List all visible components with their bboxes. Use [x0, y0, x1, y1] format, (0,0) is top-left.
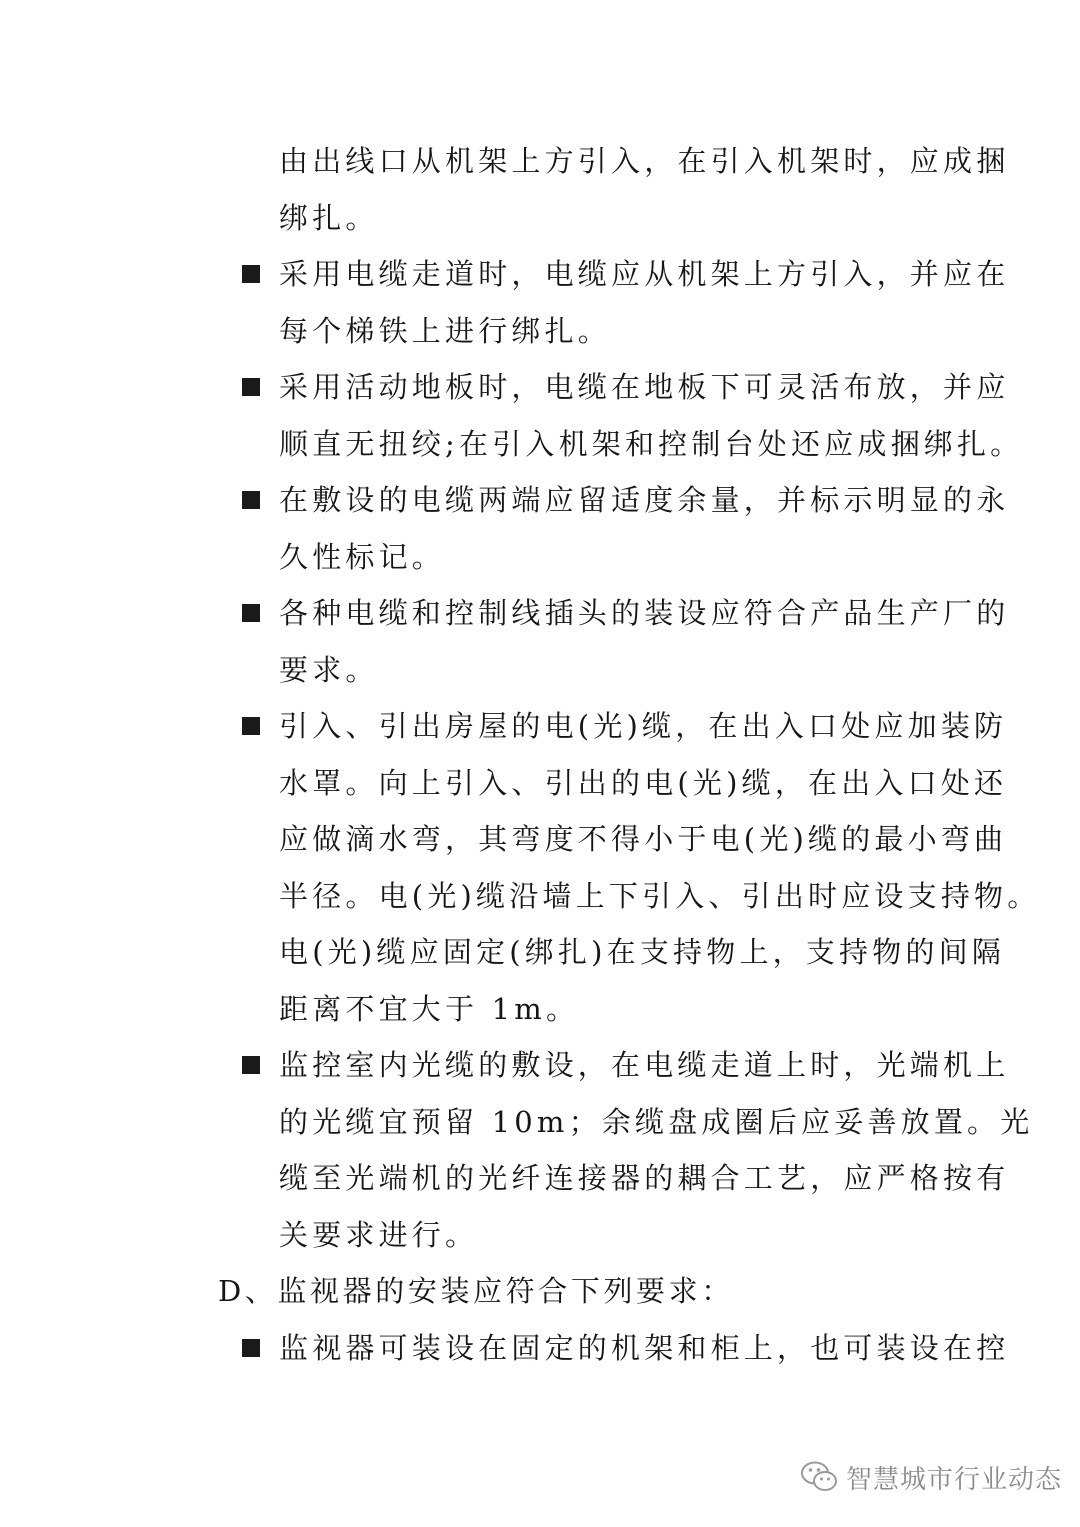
continuation-line: 绑扎。 [279, 200, 379, 235]
section-heading: D、监视器的安装应符合下列要求： [218, 1274, 734, 1308]
watermark-text: 智慧城市行业动态 [846, 1464, 1063, 1495]
list-item-line: 距离不宜大于 1m。 [279, 991, 580, 1026]
wechat-icon [800, 1460, 838, 1494]
list-item-line: 在敷设的电缆两端应留适度余量，并标示明显的永 [279, 483, 1010, 517]
continuation-line: 由出线口从机架上方引入，在引入机架时，应成捆 [279, 144, 1010, 178]
list-item-line: 电(光)缆应固定(绑扎)在支持物上，支持物的间隔 [279, 935, 1006, 969]
list-item-line: 久性标记。 [279, 539, 446, 574]
list-item-line: 各种电缆和控制线插头的装设应符合产品生产厂的 [279, 596, 1010, 630]
bullet-square-icon [242, 1339, 260, 1357]
list-item-line: 的光缆宜预留 10m；余缆盘成圈后应妥善放置。光 [279, 1104, 1034, 1139]
list-item-line: 关要求进行。 [279, 1217, 479, 1252]
list-item-line: 采用活动地板时，电缆在地板下可灵活布放，并应 [279, 370, 1010, 404]
list-item-line: 应做滴水弯，其弯度不得小于电(光)缆的最小弯曲 [279, 822, 1008, 856]
bullet-square-icon [242, 604, 260, 622]
list-item-line: 要求。 [279, 652, 379, 687]
bullet-square-icon [242, 1056, 260, 1074]
list-item-line: 水罩。向上引入、引出的电(光)缆，在出入口处还 [279, 765, 1008, 800]
list-item-line: 监视器可装设在固定的机架和柜上，也可装设在控 [279, 1330, 1010, 1365]
bullet-square-icon [242, 491, 260, 509]
list-item-line: 缆至光端机的光纤连接器的耦合工艺，应严格按有 [279, 1161, 1010, 1195]
bullet-square-icon [242, 265, 260, 283]
list-item-line: 采用电缆走道时，电缆应从机架上方引入，并应在 [279, 257, 1010, 291]
list-item-line: 引入、引出房屋的电(光)缆，在出入口处应加装防 [279, 709, 1008, 743]
watermark [800, 1457, 1070, 1497]
list-item-line: 半径。电(光)缆沿墙上下引入、引出时应设支持物。 [279, 878, 1041, 913]
list-item-line: 顺直无扭绞;在引入机架和控制台处还应成捆绑扎。 [279, 426, 1024, 461]
list-item-line: 每个梯铁上进行绑扎。 [279, 313, 612, 348]
bullet-square-icon [242, 378, 260, 396]
bullet-square-icon [242, 717, 260, 735]
list-item-line: 监控室内光缆的敷设，在电缆走道上时，光端机上 [279, 1048, 1010, 1082]
